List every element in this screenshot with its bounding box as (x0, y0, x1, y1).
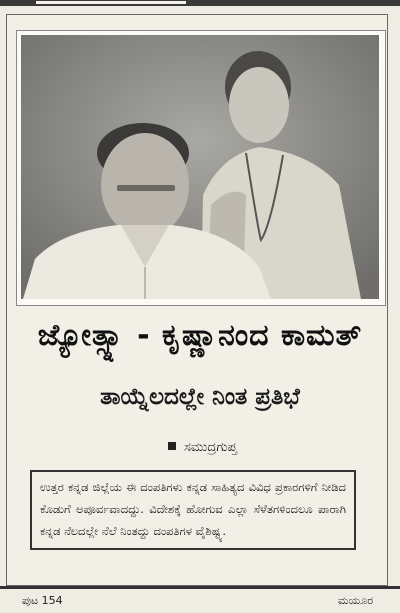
article-subtitle: ತಾಯ್ನೆಲದಲ್ಲೇ ನಿಂತ ಪ್ರತಿಭೆ (100, 384, 300, 410)
author-name: ಸಮುದ್ರಗುಪ್ತ (184, 440, 237, 455)
page-number: ಪುಟ 154 (22, 594, 63, 607)
article-title: ಜ್ಯೋತ್ಸ್ನಾ - ಕೃಷ್ಣಾನಂದ ಕಾಮತ್ (37, 318, 363, 353)
couple-photo (21, 35, 379, 299)
top-rule (0, 0, 400, 6)
couple-photo-drawing (21, 35, 379, 299)
author-byline (168, 440, 237, 455)
summary-box: ಉತ್ತರ ಕನ್ನಡ ಜಿಲ್ಲೆಯ ಈ ದಂಪತಿಗಳು ಕನ್ನಡ ಸಾಹಿತ್ಯದ ವಿವಿಧ ಪ್ರಕಾರಗಳಿಗೆ ನೀಡಿದ ಕೊಡುಗೆ ಅಪೂರ್ವವಾದದ್ದು. ವಿದೇಶಕ್ಕೆ ಹೋಗುವ ಎಲ್ಲಾ ಸೆಳೆತಗಳಿಂದಲೂ ಪಾರಾಗಿ ಕನ್ನಡ ನೆಲದಲ್ಲೇ ನೆಲೆ ನಿಂತದ್ದು ದಂಪತಿಗಳ ವೈಶಿಷ್ಟ್ಯ. (30, 470, 356, 550)
photo-frame (16, 30, 386, 306)
magazine-name: ಮಯೂರ (338, 594, 374, 607)
bullet-square-icon (168, 442, 176, 450)
bottom-rule (0, 586, 400, 589)
